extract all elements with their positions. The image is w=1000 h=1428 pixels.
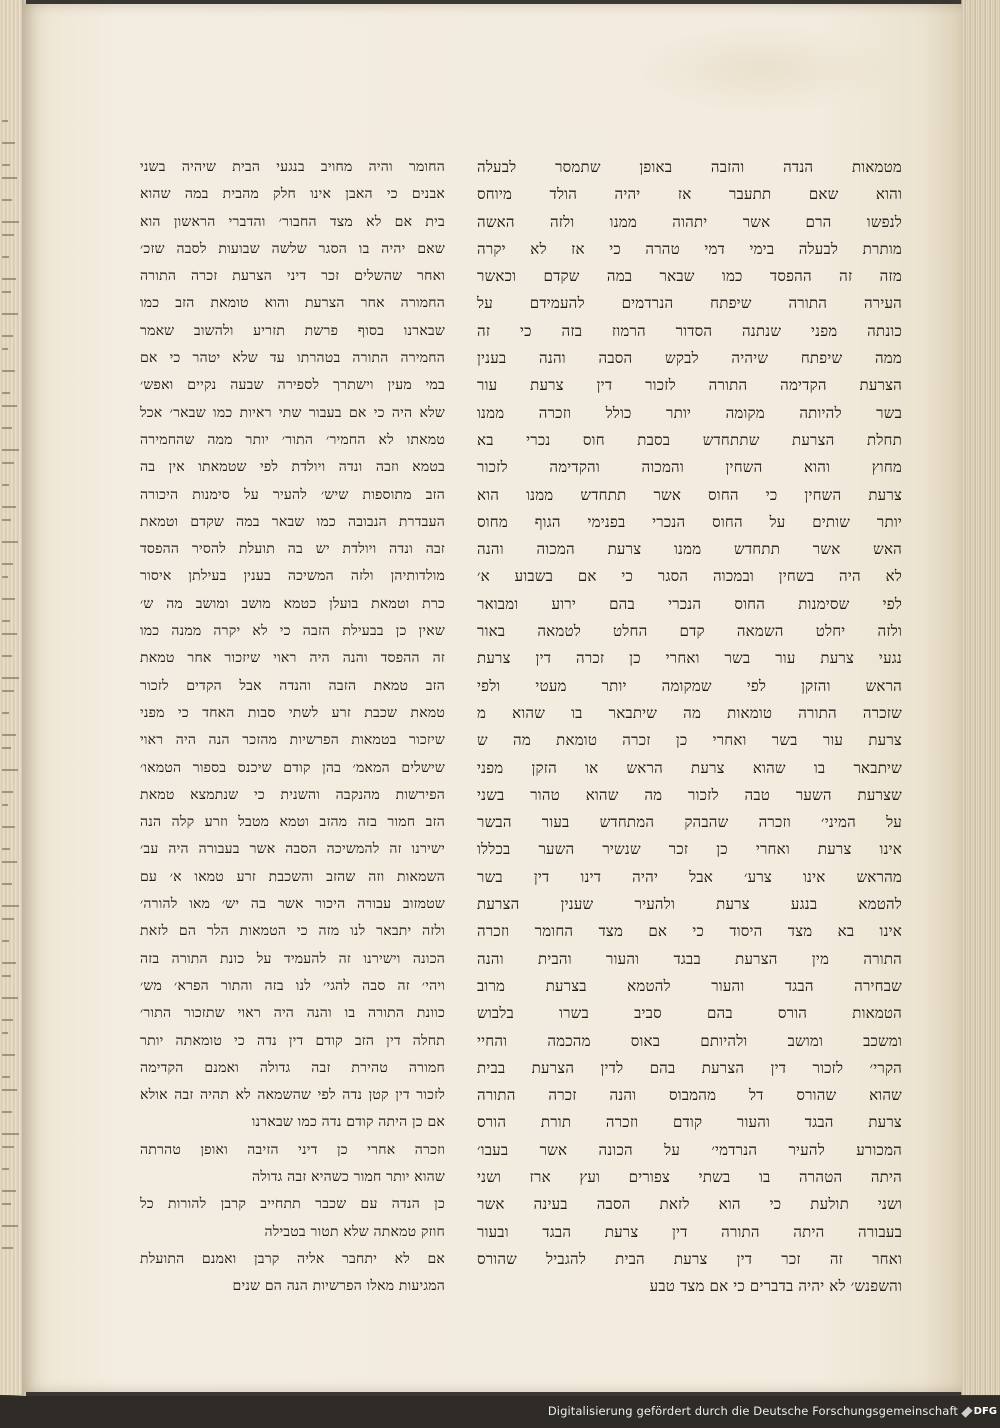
text-line: המגיעות מאלו הפרשיות הנה הם שנים — [232, 1278, 445, 1295]
text-line: האש אשר תתחדש ממנו צרעת המכוה והנה — [477, 540, 902, 559]
ink-bleed — [2, 563, 13, 565]
text-line: היתה הטהרה בו בשתי צפורים ועץ ארז ושני — [477, 1167, 902, 1186]
text-line: במי מעין וישתרך לספירה שבעה נקיים ואפש׳ — [140, 377, 445, 394]
text-line: חוזק טמאתה שלא תטור בטבילה — [264, 1223, 445, 1240]
page-stain — [632, 24, 892, 114]
ink-bleed — [2, 177, 17, 179]
text-line: ושני תולעת כי הוא לזאת הסבה בעינה אשר — [477, 1195, 902, 1214]
text-line: הטמאות הורס בהם סביב בשרו בלבוש — [477, 1004, 902, 1023]
text-line: כוונת התורה בו והנה היה ראוי שתזכור התור׳ — [140, 1005, 445, 1022]
ink-bleed — [2, 335, 13, 337]
ink-bleed — [2, 164, 10, 166]
text-line: כונתה מפני שנתנה הסדור הרמוז בזה כי זה — [477, 321, 902, 340]
text-line: מטמאות הנדה והזבה באופן שתמסר לבעלה — [477, 158, 902, 176]
ink-bleed — [2, 883, 12, 885]
ink-bleed — [2, 804, 8, 806]
text-line: בטמא וזבה ונדה ויולדת לפי שטמאתו אין בה — [140, 459, 445, 476]
ink-bleed — [2, 1190, 16, 1192]
text-line: החמירה התורה בטהרתו עד שלא יטהר כי אם — [140, 350, 445, 367]
ink-bleed — [2, 1076, 10, 1078]
text-line: בשר להיותה מקומה יותר כולל וזכרה ממנו — [477, 403, 902, 422]
text-line: על המיני׳ וזכרה שהבהק המתחדש בעור הבשר — [477, 813, 902, 832]
text-line: הצרעת הקדימה התורה לזכור דין צרעת עור — [477, 376, 902, 395]
ink-bleed — [2, 918, 14, 920]
ink-bleed — [2, 905, 19, 907]
text-line: הכונה וישירנו זה להעמיד על כונת התורה בזה — [140, 950, 445, 967]
ink-bleed — [2, 690, 14, 692]
footer-credit: Digitalisierung gefördert durch die Deutsche Forschungsgemeinschaft — [547, 1404, 958, 1418]
text-line: מזה זה ההפסד כמו שבאר במה שקדם וכאשר — [477, 267, 902, 286]
ink-bleed — [2, 598, 15, 600]
ink-bleed — [2, 655, 12, 657]
text-line: ואחר שהשלים זכר דיני הצרעת זכרה התורה — [140, 268, 445, 285]
ink-bleed — [2, 348, 8, 350]
text-line: הפירשות מהנקבה והשנית כי שנתמצא טמאת — [140, 786, 445, 803]
ink-bleed — [2, 291, 11, 293]
ink-bleed — [2, 449, 19, 451]
text-line: הזב מתוספות שיש׳ להעיר על סימנות היכורה — [140, 486, 445, 503]
text-line: אבנים כי האבן אינו חלק מהבית במה שהוא — [140, 186, 445, 203]
ink-bleed — [2, 962, 16, 964]
text-line: צרעת עור בשר ואחרי כן זכרה טומאת מה ש — [477, 731, 902, 750]
text-line: שיתבאר בו שהוא צרעת הראש או הזקן מפני — [477, 758, 902, 777]
text-line: וזכרה אחרי כן דיני הזיבה ואופן טהרתה — [140, 1141, 445, 1158]
ink-bleed — [2, 256, 9, 258]
text-line: שצרעת השער טבה לזכור מה שהוא טהור בשני — [477, 785, 902, 804]
ink-bleed — [2, 712, 9, 714]
text-line: ממה שיפתח שיהיה לבקש הסבה והנה בענין — [477, 349, 902, 368]
ink-bleed — [2, 234, 14, 236]
ink-bleed — [2, 120, 8, 122]
text-line: טמאת שכבת זרע לשתי סבות האחד כי מפני — [140, 704, 445, 721]
text-line: אינו צרעת ואחרי כן זכר שנשיר השער בכללו — [477, 840, 902, 859]
ink-bleed — [2, 1146, 14, 1148]
ink-bleed — [2, 199, 12, 201]
text-line: אם לא יתחבר אליה קרבן ואמנם התועלת — [140, 1250, 445, 1267]
ink-bleed — [2, 405, 17, 407]
ink-bleed — [2, 1089, 17, 1091]
ink-bleed — [2, 506, 16, 508]
text-line: כן הנדה עם שכבר תתחייב קרבן להורות כל — [140, 1196, 445, 1213]
text-line: שבחירה הבגד והעור להטמא בצרעת מרוב — [477, 976, 902, 995]
ink-bleed — [2, 848, 10, 850]
ink-bleed — [2, 997, 18, 999]
footer-bar — [0, 1396, 1000, 1428]
ink-bleed — [2, 620, 10, 622]
text-line: יותר שותים על החוס הנכרי בפנימי הגוף מחוס — [477, 512, 902, 531]
dfg-logo — [963, 1403, 997, 1420]
ink-bleed — [2, 1019, 13, 1021]
left-page-edge — [0, 0, 23, 1395]
dfg-logo-text: DFG — [973, 1406, 997, 1417]
ink-bleed — [2, 826, 15, 828]
text-line: ולזה יתבאר לנו מזה כי הטמאות הלר הם לזאת — [140, 923, 445, 940]
manuscript-page — [22, 4, 962, 1392]
ink-bleed — [2, 769, 18, 771]
text-line: שבארנו בסוף פרשת תזריע ולהשוב שאמר — [140, 322, 445, 339]
text-line: החומר והיה מחויב בנגעי הבית שיהיה בשני — [140, 159, 445, 175]
text-column-left — [140, 154, 445, 1300]
ink-bleed — [2, 541, 18, 543]
text-line: לנפשו הרם אשר יתהוה ממנו ולזה האשה — [477, 212, 902, 231]
text-line: לזכור דין קטן נדה לפי שהשמאה לא תהיה זבה אולא — [140, 1087, 445, 1104]
ink-bleed — [2, 1203, 11, 1205]
ink-bleed — [2, 221, 19, 223]
ink-bleed — [2, 1032, 8, 1034]
text-line: נגעי צרעת עור בשר ואחרי כן זכרה דין צרעת — [477, 649, 902, 668]
ink-bleed — [2, 313, 18, 315]
text-line: הזב טמאת הזבה והנדה אבל הקדים לזכור — [140, 677, 445, 694]
ink-bleed — [2, 1111, 12, 1113]
text-line: שישלים המאמ׳ בהן קודם שיכנס בספור הטמאו׳ — [140, 759, 445, 776]
text-line: השמאות וזה שהזב והשכבת זרע טמאו א׳ עם — [140, 868, 445, 885]
ink-bleed — [2, 1168, 9, 1170]
text-line: שזכרה התורה טומאות מה שיתבאר בו שהוא מ — [477, 703, 902, 722]
ink-bleed — [2, 427, 12, 429]
ink-bleed — [2, 747, 11, 749]
text-line: לא היה בשחין ובמכוה הסגר כי אם בשבוע א׳ — [477, 567, 902, 586]
ink-bleed — [2, 1225, 18, 1227]
text-line: לפי שסימנות החוס הנכרי בהם ירוע ומבואר — [477, 594, 902, 613]
ink-bleed — [2, 462, 14, 464]
text-line: התורה מין הצרעת בבגד והעור והבית והנה — [477, 949, 902, 968]
ink-bleed — [2, 1054, 15, 1056]
text-line: בעבורה היתה התורה דין צרעת הבגד ובעור — [477, 1222, 902, 1241]
text-line: הראש והזקן לפי שמקומה יותר מעטי ולפי — [477, 676, 902, 695]
text-line: שיזכור בטמאות הפרשיות מהזכר הנה היה ראוי — [140, 732, 445, 749]
text-line: צרעת הבגד והעור קודם וזכרה תורת הורס — [477, 1113, 902, 1132]
text-line: ויהי׳ זה סבה להגי׳ לנו בזה והתור הפרא׳ מש׳ — [140, 977, 445, 994]
text-line: הזב חמור בזה מהזב וטמא מטבל וזרע קלה הנה — [140, 814, 445, 831]
text-line: הקרי׳ לזכור דין הצרעת בהם לדין הצרעת בבית — [477, 1058, 902, 1077]
text-line: העירה התורה שיפתח הנרדמים להעמידם על — [477, 294, 902, 313]
text-line: ואחר זה זכר דין צרעת הבית להגביל שהורס — [477, 1249, 902, 1268]
text-line: ומשכב ומושב ולהיותם באוס מהכמה והחיי — [477, 1031, 902, 1050]
text-line: שהוא שהורס דל מהמבוס והנה זכרה התורה — [477, 1086, 902, 1105]
text-line: החמורה אחר הצרעת והוא טומאת הזב כמו — [140, 295, 445, 312]
text-line: תחלה דין הזב קודם דין נדה כי טומאתה יותר — [140, 1032, 445, 1049]
text-line: מולדותיהן ולזה המשיכה בענין בעילתן איסור — [140, 568, 445, 585]
right-page-stack — [961, 0, 1000, 1395]
ink-bleed — [2, 791, 13, 793]
text-line: המכורע להעיר הנרדמי׳ על הכונה אשר בעבו׳ — [477, 1140, 902, 1159]
text-line: בית אם לא מצד החבור׳ והדברי הראשון הוא — [140, 213, 445, 230]
text-line: להטמא בנגע צרעת ולהעיר שענין הצרעת — [477, 895, 902, 914]
text-line: ולזה יחלט השמאה קדם החלט לטמאה באור — [477, 622, 902, 641]
text-line: מהראש אינו צרע׳ אבל יהיה דינו דין בשר — [477, 867, 902, 886]
text-line: זה ההפסד והנה היה ראוי שיזכור אחר טמאת — [140, 650, 445, 667]
text-line: שאם יהיה בו הסגר שלשה שבועות לסבה שזכ׳ — [140, 240, 445, 257]
ink-bleed — [2, 677, 19, 679]
ink-bleed — [2, 576, 8, 578]
text-line: זבה ונדה ויולדת יש בה תועלת להסיר ההפסד — [140, 541, 445, 558]
ink-bleed — [2, 1133, 19, 1135]
ink-bleed — [2, 975, 11, 977]
text-line: והשפנש׳ לא יהיה בדברים כי אם מצד טבע — [649, 1277, 902, 1296]
ink-bleed — [2, 734, 16, 736]
text-line: אם כן היתה קודם נדה כמו שבארנו — [251, 1114, 445, 1131]
text-line: מותרת לבעלה בימי דמי טהרה כי אז לא יקרה — [477, 239, 902, 258]
ink-bleed — [2, 1247, 13, 1249]
text-line: תחלת הצרעת שתתחדש בסבת חוס נכרי בא — [477, 430, 902, 449]
text-line: חמורה טהירת זבה גדולה ואמנם הקדימה — [140, 1059, 445, 1076]
text-line: כרת וטמאת בועלן כטמא מושב ומושב מה ש׳ — [140, 595, 445, 612]
text-column-right — [477, 154, 902, 1300]
ink-bleed — [2, 370, 15, 372]
text-line: שאין כן בבעילת הזבה כי לא יקרה ממנה כמו — [140, 623, 445, 640]
text-line: שהוא יותר חמור כשהיא זבה גדולה — [251, 1168, 445, 1185]
text-line: אינו בא מצד היסוד כי אם מצד החומר וזכרה — [477, 922, 902, 941]
text-line: טמאתו לא החמיר׳ התור׳ יותר ממה שהחמירה — [140, 431, 445, 448]
text-line: צרעת השחין כי החוס אשר תתחדש ממנו הוא — [477, 485, 902, 504]
text-line: מחוץ והוא השחין והמכוה והקדימה לזכור — [477, 458, 902, 477]
ink-bleed — [2, 484, 9, 486]
text-line: שלא היה כי אם בעבור שתי ראיות כמו שבאר׳ אכל — [140, 404, 445, 421]
ink-bleed — [2, 633, 17, 635]
text-line: ישירנו זה להמשיכה הסבה אשר בעבורה היה עב׳ — [140, 841, 445, 858]
text-line: העבדרת הנבובה כמו שבאר במה שקדם וטמאת — [140, 513, 445, 530]
dfg-logo-icon — [961, 1406, 972, 1417]
ink-bleed — [2, 519, 11, 521]
text-line: והוא שאם תתעבר אז יהיה הולד מיוחס — [477, 185, 902, 204]
ink-bleed — [2, 940, 9, 942]
ink-bleed — [2, 861, 17, 863]
ink-bleed — [2, 278, 16, 280]
ink-bleed — [2, 142, 15, 144]
ink-bleed — [2, 392, 10, 394]
text-line: שטמזוב עבורה היכור אשר בה יש׳ מאו להורה׳ — [140, 896, 445, 913]
